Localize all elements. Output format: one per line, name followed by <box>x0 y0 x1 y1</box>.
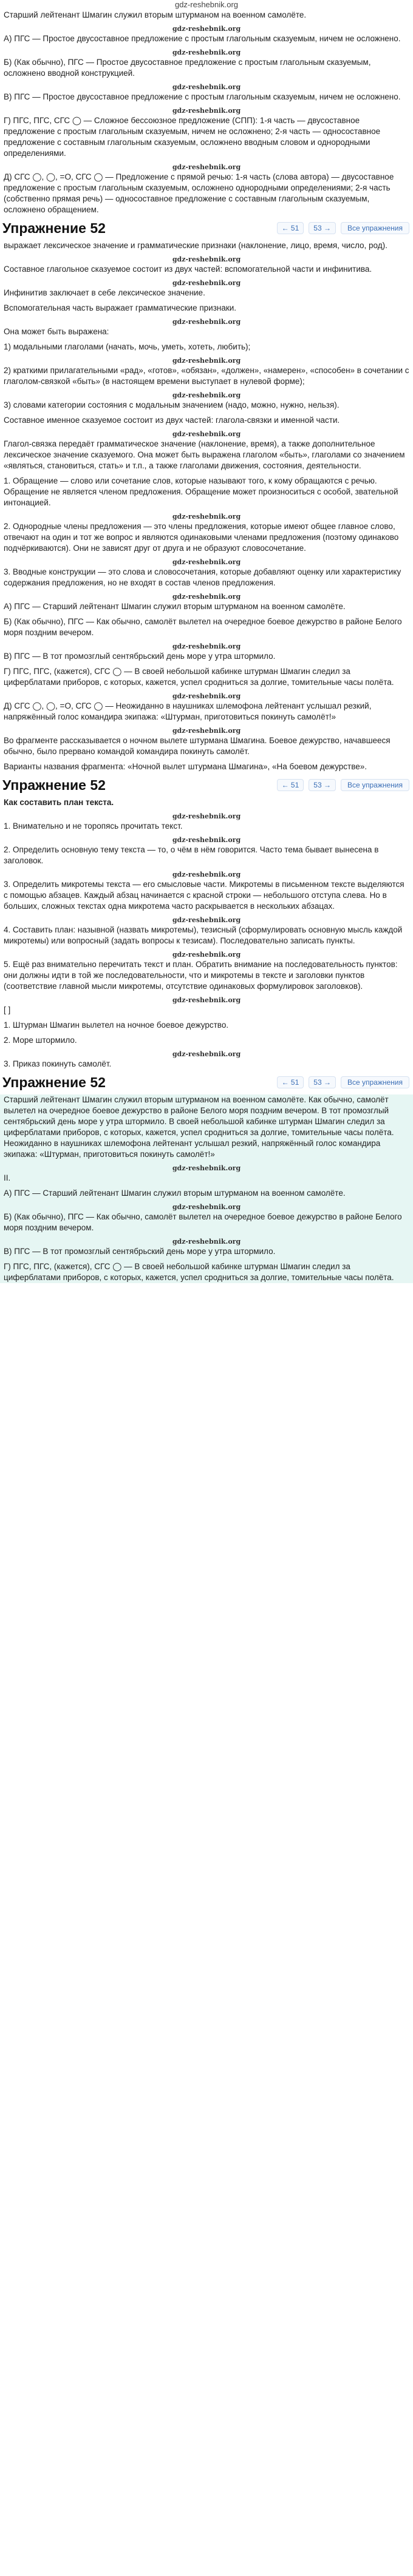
text-line: Д) СГС ◯, ◯, =О, СГС ◯ — Предложение с прямой речью: 1-я часть (слова автора) — двусоставное предложение с простым глагольным сказуемым, осложнено однородными определениями; 2-я часть (собственно прямая речь) — односоставное предложение с составным глагольным сказуемым, осложнено обращением. <box>4 172 394 214</box>
watermark: gdz-reshebnik.org <box>172 1164 241 1172</box>
watermark: gdz-reshebnik.org <box>172 558 241 566</box>
prev-label: 51 <box>290 1078 299 1087</box>
text-line: В) ПГС — В тот промозглый сентябрьский день море у утра штормило. <box>4 1247 276 1256</box>
next-label: 53 <box>313 781 322 789</box>
watermark: gdz-reshebnik.org <box>172 107 241 115</box>
text-line: Д) СГС ◯, ◯, =О, СГС ◯ — Неожиданно в наушниках шлемофона лейтенант услышал резкий, напряжённый голос командира экипажа: «Штурман, приготовиться покинуть самолёт!» <box>4 701 372 721</box>
text-line: 1. Внимательно и не торопясь прочитать текст. <box>4 821 183 831</box>
watermark: gdz-reshebnik.org <box>172 1238 241 1246</box>
text-line: 1. Обращение — слово или сочетание слов, которые называют того, к кому обращаются с речью. Обращение не является членом предложения. Обращение может произноситься с особой, звательной интонацией. <box>4 476 398 507</box>
all-exercises-button[interactable]: Все упражнения <box>341 1076 409 1088</box>
text-line: Г) ПГС, ПГС, СГС ◯ — Сложное бессоюзное предложение (СПП): 1-я часть — двусоставное предложение с простым глагольным сказуемым, ничем не осложнено; 2-я часть — односоставное предложение с составным глагольным сказуемым, осложнено вводным словом и однородными определениями. <box>4 116 381 158</box>
text-line: А) ПГС — Старший лейтенант Шмагин служил вторым штурманом на военном самолёте. <box>4 1189 346 1198</box>
text-line: Инфинитив заключает в себе лексическое значение. <box>4 288 205 297</box>
answer-section-3 <box>0 476 413 772</box>
text-line: Во фрагменте рассказывается о ночном вылете штурмана Шмагина. Боевое дежурство, начавшееся обычно, было прервано командой командира покинуть самолёт. <box>4 736 391 756</box>
all-exercises-button[interactable]: Все упражнения <box>341 222 409 234</box>
page <box>0 0 413 1283</box>
text-line: Старший лейтенант Шмагин служил вторым штурманом на военном самолёте. Как обычно, самолёт вылетел на очередное боевое дежурство в районе Белого моря поздним вечером. В тот промозглый сентябрьский день море у утра штормило. В своей небольшой кабинке штурман Шмагин следил за циферблатами приборов, с которых, кажется, успел сродниться за долгие, томительные часы полёта. Неожиданно в наушниках шлемофона лейтенант услышал резкий, напряжённый голос командира экипажа: «Штурман, приготовиться покинуть самолёт!» <box>4 1095 394 1159</box>
text-line: Старший лейтенант Шмагин служил вторым штурманом на военном самолёте. <box>4 10 307 19</box>
prev-exercise-button[interactable]: ← 51 <box>277 222 304 234</box>
text-line: Г) ПГС, ПГС, (кажется), СГС ◯ — В своей небольшой кабинке штурман Шмагин следил за циферблатами приборов, с которых, кажется, успел сродниться за долгие, томительные часы полёта. <box>4 1262 394 1282</box>
exercise-title: Упражнение 52 <box>2 1074 106 1090</box>
prev-label: 51 <box>290 781 299 789</box>
text-line: 2) краткими прилагательными «рад», «готов», «обязан», «должен», «намерен», «способен» в сочетании с глаголом-связкой «быть» (в настоящем времени выступает в нулевой форме); <box>4 366 409 386</box>
site-header: gdz-reshebnik.org <box>174 0 239 9</box>
watermark: gdz-reshebnik.org <box>172 727 241 735</box>
answer-section-1 <box>0 10 413 215</box>
watermark: gdz-reshebnik.org <box>172 1203 241 1211</box>
watermark: gdz-reshebnik.org <box>172 951 241 959</box>
exercise-title: Упражнение 52 <box>2 220 106 236</box>
text-line: 1. Штурман Шмагин вылетел на ночное боевое дежурство. <box>4 1020 229 1030</box>
text-line: 3. Определить микротемы текста — его смысловые части. Микротемы в письменном тексте выделяются с помощью абзацев. Каждый абзац начинается с красной строки — небольшого отступа слева. Но в больших, сложных текстах одна микротема часто раскрывается в нескольких абзацах. <box>4 880 404 911</box>
watermark: gdz-reshebnik.org <box>172 642 241 650</box>
answer-section-4 <box>0 797 413 1070</box>
text-line: А) ПГС — Старший лейтенант Шмагин служил вторым штурманом на военном самолёте. <box>4 602 346 611</box>
prev-exercise-button[interactable]: ← 51 <box>277 779 304 791</box>
next-label: 53 <box>313 224 322 232</box>
text-line: Б) (Как обычно), ПГС — Как обычно, самолёт вылетел на очередное боевое дежурство в районе Белого моря поздним вечером. <box>4 617 402 637</box>
watermark: gdz-reshebnik.org <box>172 83 241 91</box>
next-exercise-button[interactable]: 53 → <box>309 1076 336 1088</box>
text-line: 4. Составить план: назывной (назвать микротемы), тезисный (сформулировать основную мысль каждой микротемы) или вопросный (задать вопросы к тезисам). Последовательно записать пункты. <box>4 925 403 945</box>
exercise-title: Упражнение 52 <box>2 777 106 793</box>
text-line: 2. Определить основную тему текста — то, о чём в нём говорится. Часто тема бывает вынесена в заголовок. <box>4 845 379 865</box>
exercise-header <box>0 777 413 794</box>
text-line: Глагол-связка передаёт грамматическое значение (наклонение, время), а также дополнительное лексическое значение сказуемого. Она может быть выражена глаголом «быть», глаголами со значением «являться, становиться, стать» и т.п., а также глаголами движения, состояния, деятельности. <box>4 439 405 470</box>
text-line: А) ПГС — Простое двусоставное предложение с простым глагольным сказуемым, ничем не осложнено. <box>4 34 401 43</box>
watermark: gdz-reshebnik.org <box>172 836 241 844</box>
text-line: В) ПГС — Простое двусоставное предложение с простым глагольным сказуемым, ничем не осложнено. <box>4 92 401 101</box>
watermark: gdz-reshebnik.org <box>172 692 241 700</box>
text-line: 2. Море штормило. <box>4 1036 77 1045</box>
exercise-header <box>0 1074 413 1091</box>
watermark: gdz-reshebnik.org <box>172 163 241 171</box>
prev-exercise-button[interactable]: ← 51 <box>277 1076 304 1088</box>
text-line: выражает лексическое значение и грамматические признаки (наклонение, лицо, время, число, род). <box>4 241 387 250</box>
exercise-nav <box>277 1076 413 1088</box>
text-line: Вспомогательная часть выражает грамматические признаки. <box>4 303 237 312</box>
prev-label: 51 <box>290 224 299 232</box>
watermark: gdz-reshebnik.org <box>172 871 241 878</box>
text-line: 3. Приказ покинуть самолёт. <box>4 1059 112 1068</box>
all-exercises-button[interactable]: Все упражнения <box>341 779 409 791</box>
watermark: gdz-reshebnik.org <box>172 391 241 399</box>
exercise-nav <box>277 222 413 234</box>
exercise-header <box>0 220 413 237</box>
watermark: gdz-reshebnik.org <box>172 812 241 820</box>
text-line: В) ПГС — В тот промозглый сентябрьский день море у утра штормило. <box>4 652 276 661</box>
next-exercise-button[interactable]: 53 → <box>309 222 336 234</box>
watermark: gdz-reshebnik.org <box>172 318 241 326</box>
answer-section-2 <box>0 240 413 471</box>
text-line: 1) модальными глаголами (начать, мочь, уметь, хотеть, любить); <box>4 342 251 351</box>
watermark: gdz-reshebnik.org <box>172 1050 241 1058</box>
text-line: Г) ПГС, ПГС, (кажется), СГС ◯ — В своей небольшой кабинке штурман Шмагин следил за циферблатами приборов, с которых, кажется, успел сродниться за долгие, томительные часы полёта. <box>4 667 394 687</box>
text-line: Она может быть выражена: <box>4 327 109 336</box>
text-line: 5. Ещё раз внимательно перечитать текст и план. Обратить внимание на последовательность пунктов: они должны идти в той же последовательности, что и микротемы в тексте и заголовки пунктов (соответствие главной мысли микротемы, отсутствие одинаковых формулировок заголовков). <box>4 960 398 991</box>
exercise-nav <box>277 779 413 791</box>
text-line: [ ] <box>4 1005 11 1014</box>
text-line: II. <box>4 1173 11 1182</box>
watermark: gdz-reshebnik.org <box>172 25 241 33</box>
text-line: 3) словами категории состояния с модальным значением (надо, можно, нужно, нельзя). <box>4 400 340 410</box>
text-line: Б) (Как обычно), ПГС — Как обычно, самолёт вылетел на очередное боевое дежурство в районе Белого моря поздним вечером. <box>4 1212 402 1232</box>
next-exercise-button[interactable]: 53 → <box>309 779 336 791</box>
watermark: gdz-reshebnik.org <box>172 593 241 601</box>
text-line: 2. Однородные члены предложения — это члены предложения, которые имеют общее главное слово, отвечают на один и тот же вопрос и являются одинаковыми членами предложения (поэтому одинаково подчёркиваются). Они не зависят друг от друга и не образуют словосочетание. <box>4 522 399 553</box>
watermark: gdz-reshebnik.org <box>172 279 241 287</box>
watermark: gdz-reshebnik.org <box>172 49 241 56</box>
watermark: gdz-reshebnik.org <box>172 513 241 521</box>
watermark: gdz-reshebnik.org <box>172 255 241 263</box>
watermark: gdz-reshebnik.org <box>172 996 241 1004</box>
watermark: gdz-reshebnik.org <box>172 916 241 924</box>
next-label: 53 <box>313 1078 322 1087</box>
text-line: Как составить план текста. <box>4 798 114 807</box>
answer-section-5 <box>0 1094 413 1283</box>
text-line: Варианты названия фрагмента: «Ночной вылет штурмана Шмагина», «На боевом дежурстве». <box>4 762 367 771</box>
text-line: Б) (Как обычно), ПГС — Простое двусоставное предложение с простым глагольным сказуемым, осложнено вводной конструкцией. <box>4 58 371 78</box>
text-line: Составное именное сказуемое состоит из двух частей: глагола-связки и именной части. <box>4 416 340 425</box>
watermark: gdz-reshebnik.org <box>172 430 241 438</box>
text-line: 3. Вводные конструкции — это слова и словосочетания, которые добавляют оценку или характеристику содержания предложения, но не входят в состав членов предложения. <box>4 567 401 587</box>
text-line: Составное глагольное сказуемое состоит из двух частей: вспомогательной части и инфинитива. <box>4 265 372 274</box>
watermark: gdz-reshebnik.org <box>172 357 241 365</box>
